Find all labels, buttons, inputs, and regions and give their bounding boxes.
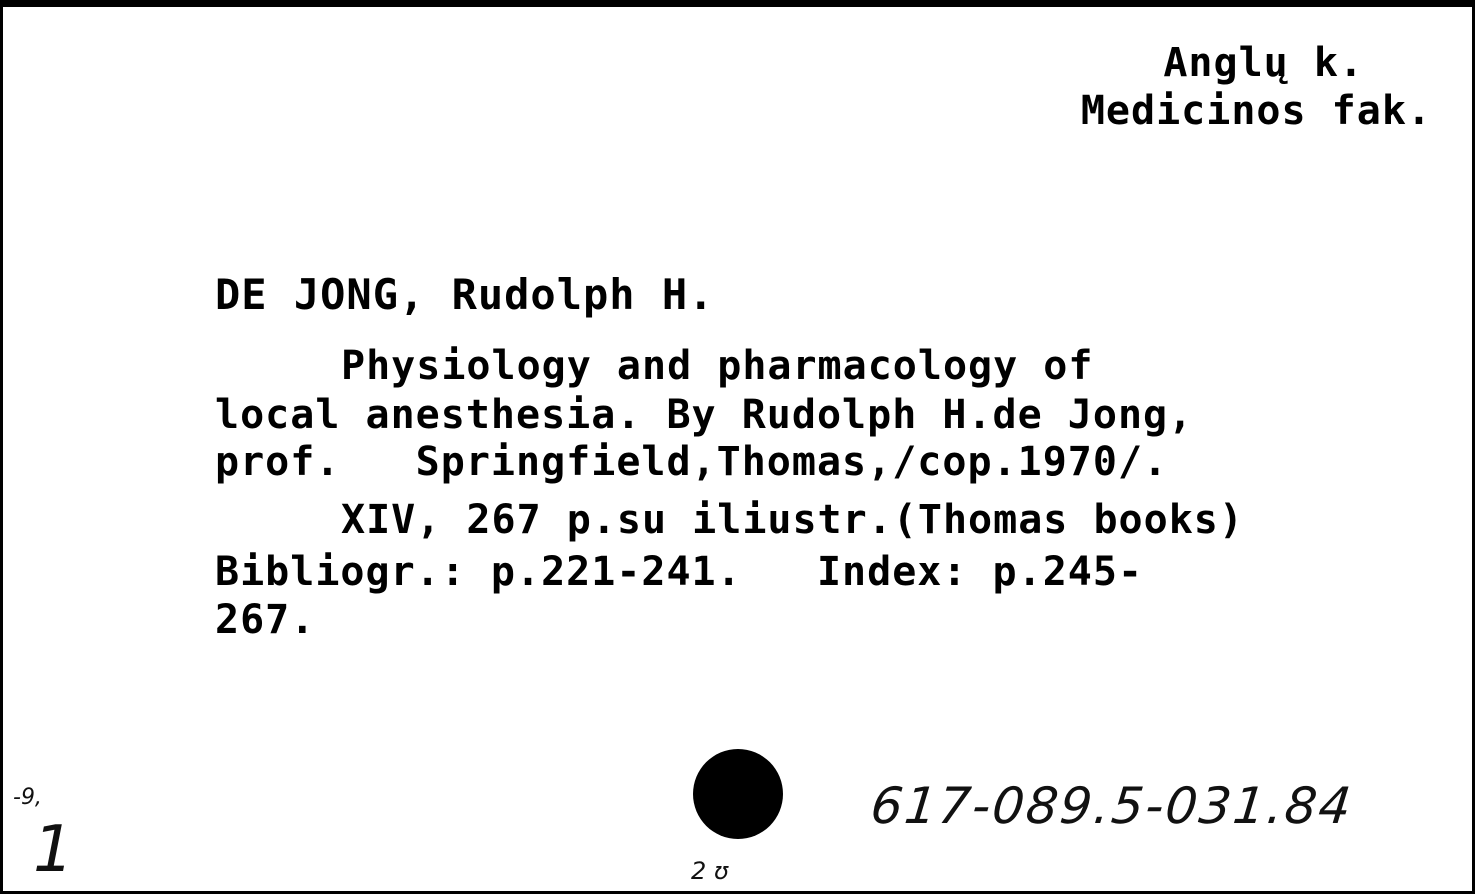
title-line-1: Physiology and pharmacology of bbox=[341, 343, 1094, 389]
author-heading: DE JONG, Rudolph H. bbox=[215, 270, 715, 319]
margin-note-small: -9, bbox=[13, 785, 42, 810]
punch-hole bbox=[693, 749, 783, 839]
department-faculty: Medicinos fak. bbox=[1080, 88, 1432, 134]
notes-line: Bibliogr.: p.221-241. Index: p.245- bbox=[215, 549, 1144, 595]
call-number: 617-089.5-031.84 bbox=[867, 777, 1356, 835]
title-line-2: local anesthesia. By Rudolph H.de Jong, bbox=[215, 392, 1194, 438]
collation-line: XIV, 267 p.su iliustr.(Thomas books) bbox=[341, 497, 1244, 543]
department-language: Anglų k. bbox=[1163, 40, 1364, 86]
notes-line-continued: 267. bbox=[215, 597, 316, 643]
publication-line: prof. Springfield,Thomas,/cop.1970/. bbox=[215, 439, 1169, 485]
margin-note-large: 1 bbox=[33, 813, 74, 887]
bottom-handwritten-mark: 2 ʊ bbox=[691, 857, 729, 885]
